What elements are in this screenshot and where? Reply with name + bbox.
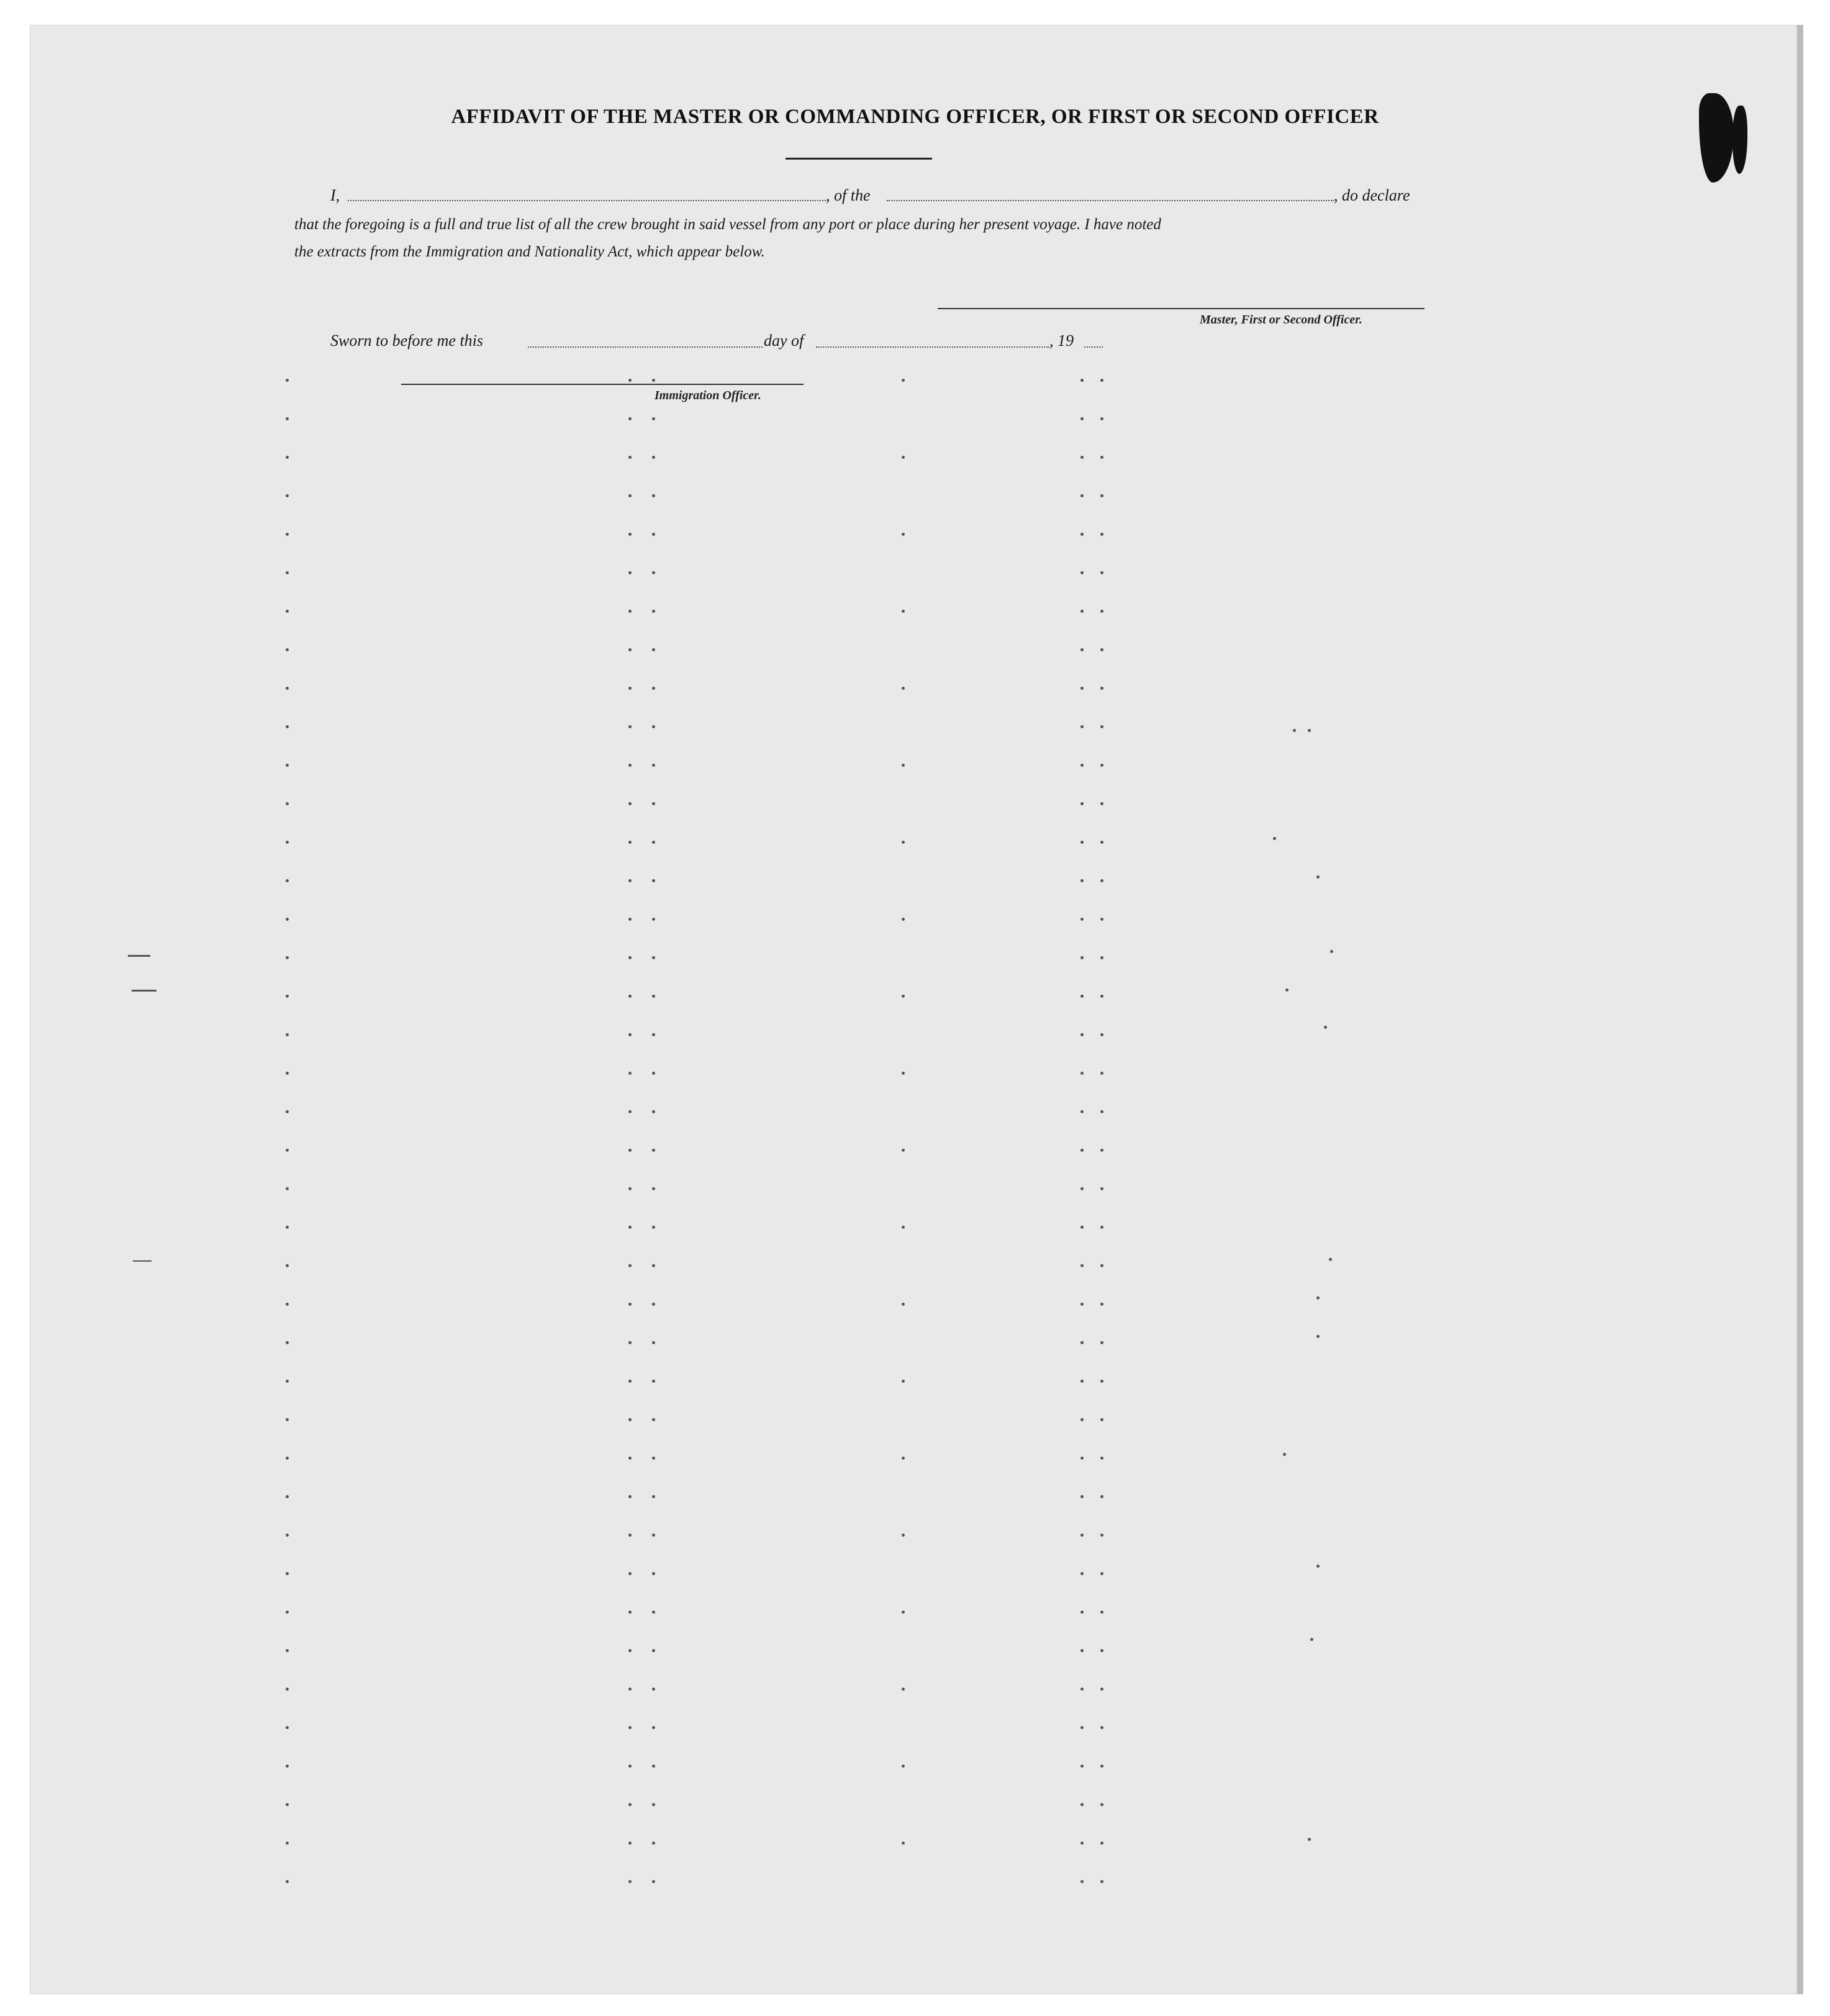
speck [652,1457,655,1460]
speck [652,1380,655,1383]
speck [652,1264,655,1267]
speck [652,802,655,805]
vessel-blank [887,200,1334,201]
speck [652,1033,655,1036]
speck [1080,956,1084,959]
speck [1080,802,1084,805]
speck [1080,1649,1084,1652]
speck [1080,1688,1084,1691]
speck [1100,1110,1103,1113]
speck [1100,725,1103,728]
speck [652,1303,655,1306]
sworn-year-prefix: , 19 [1049,332,1074,350]
speck [628,687,632,690]
speck [902,1380,905,1383]
declaration-do-declare: , do declare [1334,186,1410,204]
speck [286,571,289,574]
speck [628,1149,632,1152]
speck [1080,571,1084,574]
speck [286,764,289,767]
speck [286,1726,289,1729]
speck [902,1765,905,1768]
margin-mark [128,955,150,957]
speck [286,648,289,651]
speck [628,1380,632,1383]
speck [1100,764,1103,767]
speck [652,1418,655,1421]
speck [1100,918,1103,921]
affidavit-title: AFFIDAVIT OF THE MASTER OR COMMANDING OFFICER, OR FIRST OR SECOND OFFICER [451,106,1379,128]
speck [1100,802,1103,805]
speck [628,494,632,497]
speck [1080,1380,1084,1383]
speck [652,764,655,767]
speck [1308,729,1311,732]
speck [628,918,632,921]
speck [1100,1534,1103,1537]
sworn-month-blank [816,346,1049,348]
speck [652,610,655,613]
speck [652,379,655,382]
speck [1080,1072,1084,1075]
speck [652,1726,655,1729]
speck [1100,494,1103,497]
margin-mark [132,990,156,992]
speck [1100,1341,1103,1344]
immigration-officer-signature-line [401,384,804,385]
speck [286,533,289,536]
speck [902,1226,905,1229]
speck [1100,1033,1103,1036]
speck [628,1688,632,1691]
speck [1100,1457,1103,1460]
speck [286,1226,289,1229]
speck [628,841,632,844]
speck [652,918,655,921]
speck [902,1149,905,1152]
speck [1100,1495,1103,1498]
speck [1080,725,1084,728]
speck [1100,648,1103,651]
speck [1293,729,1296,732]
speck [1100,1880,1103,1883]
title-underline [786,158,932,160]
speck [652,1534,655,1537]
speck [652,456,655,459]
speck [628,1880,632,1883]
speck [902,610,905,613]
speck [902,1457,905,1460]
speck [902,841,905,844]
speck [286,1264,289,1267]
speck [1080,648,1084,651]
speck [628,725,632,728]
speck [628,1803,632,1806]
speck [652,1880,655,1883]
speck [286,956,289,959]
speck [652,879,655,882]
speck [286,1572,289,1575]
speck [628,1110,632,1113]
speck [1080,918,1084,921]
speck [1100,1611,1103,1614]
speck [1080,1341,1084,1344]
speck [652,1072,655,1075]
speck [628,1303,632,1306]
speck [1316,1296,1320,1300]
speck [1080,379,1084,382]
speck [1329,1258,1332,1261]
speck [652,956,655,959]
speck [1100,610,1103,613]
speck [286,1187,289,1190]
speck [1100,1765,1103,1768]
speck [628,1765,632,1768]
speck [286,879,289,882]
speck [1080,879,1084,882]
speck [286,1842,289,1845]
speck [1080,1495,1084,1498]
speck [902,1534,905,1537]
master-signature-label: Master, First or Second Officer. [1200,313,1362,327]
speck [286,1880,289,1883]
speck [1080,995,1084,998]
speck [1080,1842,1084,1845]
name-blank [348,200,826,201]
speck [628,764,632,767]
speck [628,417,632,420]
speck [652,1803,655,1806]
speck [652,533,655,536]
speck [902,1303,905,1306]
speck [1080,1418,1084,1421]
speck [652,1572,655,1575]
speck [628,802,632,805]
speck [628,1457,632,1460]
speck [1100,1072,1103,1075]
speck [286,417,289,420]
speck [1080,1149,1084,1152]
speck [286,1688,289,1691]
speck [652,1495,655,1498]
speck [902,1842,905,1845]
speck [1100,1149,1103,1152]
speck [286,1765,289,1768]
speck [1100,841,1103,844]
sworn-day-of: day of [764,332,804,350]
speck [1080,687,1084,690]
declaration-line-3: the extracts from the Immigration and Nationality Act, which appear below. [294,243,765,260]
speck [1100,1842,1103,1845]
speck [1080,494,1084,497]
speck [1080,1534,1084,1537]
speck [652,571,655,574]
speck [628,456,632,459]
speck [1330,950,1333,953]
sworn-prefix: Sworn to before me this [330,332,484,350]
declaration-i-prefix: I, [330,186,340,204]
speck [1080,1880,1084,1883]
speck [1316,1565,1320,1568]
speck [1100,1649,1103,1652]
speck [1316,875,1320,879]
speck [628,1187,632,1190]
speck [1100,379,1103,382]
speck [628,879,632,882]
speck [286,1033,289,1036]
speck [1080,1611,1084,1614]
speck [1080,1264,1084,1267]
speck [1080,1187,1084,1190]
immigration-officer-label: Immigration Officer. [655,389,761,402]
speck [652,1110,655,1113]
speck [628,1033,632,1036]
page-edge [1797,25,1803,1994]
declaration-of-the: , of the [826,186,871,204]
speck [628,1726,632,1729]
speck [652,687,655,690]
speck [286,1303,289,1306]
speck [1100,1803,1103,1806]
speck [286,687,289,690]
speck [628,610,632,613]
speck [1100,687,1103,690]
speck [1100,456,1103,459]
speck [652,1765,655,1768]
speck [902,1688,905,1691]
speck [286,610,289,613]
speck [652,494,655,497]
speck [652,1149,655,1152]
speck [628,956,632,959]
speck [628,1264,632,1267]
speck [652,725,655,728]
speck [652,995,655,998]
speck [1283,1453,1286,1456]
sworn-year-blank [1084,346,1103,348]
speck [286,494,289,497]
speck [628,571,632,574]
speck [286,1341,289,1344]
speck [652,1649,655,1652]
speck [286,456,289,459]
speck [902,1611,905,1614]
speck [286,1149,289,1152]
speck [1100,1264,1103,1267]
speck [902,533,905,536]
speck [286,1611,289,1614]
speck [1100,417,1103,420]
speck [1100,1726,1103,1729]
margin-mark [133,1260,152,1262]
speck [628,1572,632,1575]
speck [1100,533,1103,536]
speck [1080,841,1084,844]
speck [286,1649,289,1652]
speck [652,1688,655,1691]
speck [1080,456,1084,459]
speck [1080,1303,1084,1306]
speck [652,1187,655,1190]
speck [286,725,289,728]
speck [1080,1033,1084,1036]
speck [1100,1380,1103,1383]
speck [1080,1110,1084,1113]
speck [286,995,289,998]
speck [286,1457,289,1460]
declaration-line-2: that the foregoing is a full and true list of all the crew brought in said vessel from any port or place during her present voyage. I have noted [294,216,1161,233]
speck [1100,1418,1103,1421]
speck [286,1072,289,1075]
speck [1100,1187,1103,1190]
speck [1100,1303,1103,1306]
speck [652,841,655,844]
speck [1308,1838,1311,1841]
speck [1080,610,1084,613]
speck [652,417,655,420]
speck [628,1842,632,1845]
speck [628,533,632,536]
speck [286,1534,289,1537]
speck [1310,1638,1313,1641]
speck [1100,879,1103,882]
speck [628,1649,632,1652]
speck [628,1534,632,1537]
speck [286,1110,289,1113]
speck [902,764,905,767]
speck [286,1380,289,1383]
speck [1100,571,1103,574]
speck [902,687,905,690]
speck [902,379,905,382]
speck [652,1842,655,1845]
speck [628,1495,632,1498]
speck [286,918,289,921]
speck [1100,1226,1103,1229]
speck [628,648,632,651]
speck [902,456,905,459]
speck [1100,995,1103,998]
speck [652,1611,655,1614]
sworn-day-blank [528,346,763,348]
speck [1100,956,1103,959]
speck [902,918,905,921]
speck [628,1072,632,1075]
speck [652,648,655,651]
speck [1080,1572,1084,1575]
speck [286,1418,289,1421]
speck [1100,1688,1103,1691]
speck [1273,837,1276,840]
document-page [30,25,1797,1994]
speck [652,1341,655,1344]
speck [286,802,289,805]
speck [1080,1457,1084,1460]
speck [628,1341,632,1344]
master-signature-line [938,308,1425,309]
speck [1080,533,1084,536]
speck [286,1495,289,1498]
speck [628,1226,632,1229]
speck [1324,1026,1327,1029]
speck [628,1418,632,1421]
speck [1080,1726,1084,1729]
speck [286,1803,289,1806]
speck [286,841,289,844]
speck [1080,764,1084,767]
speck [628,995,632,998]
speck [1100,1572,1103,1575]
speck [1285,988,1289,992]
speck [1080,1803,1084,1806]
speck [628,379,632,382]
speck [628,1611,632,1614]
speck [652,1226,655,1229]
speck [902,1072,905,1075]
speck [286,379,289,382]
speck [1316,1335,1320,1338]
speck [1080,417,1084,420]
speck [1080,1765,1084,1768]
speck [1080,1226,1084,1229]
speck [902,995,905,998]
